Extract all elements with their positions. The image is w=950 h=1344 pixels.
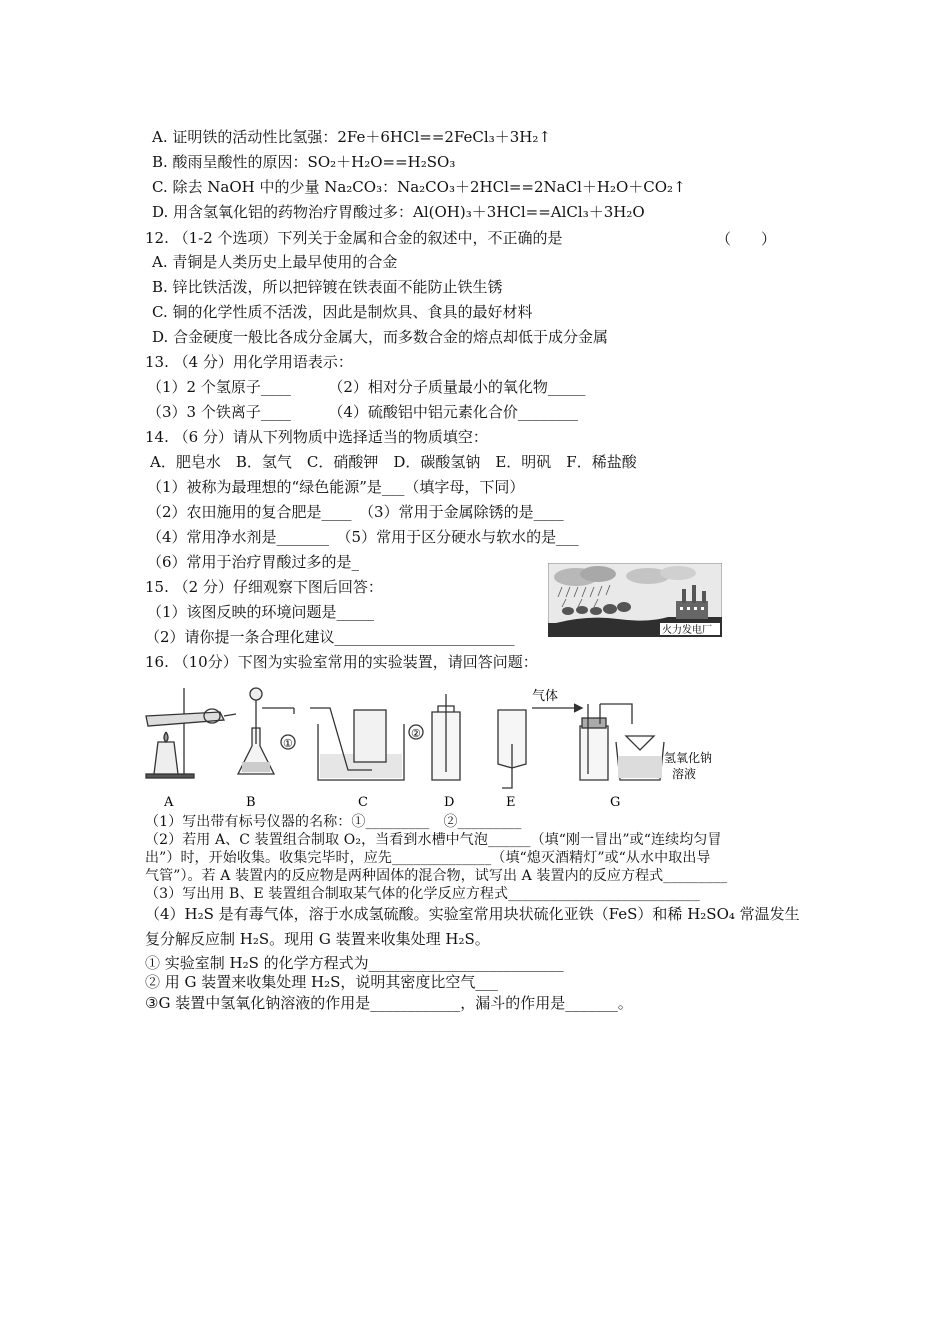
q16-part-4-line-2: 复分解反应制 H₂S。现用 G 装置来收集处理 H₂S。 xyxy=(145,930,490,948)
lab-apparatus-figure xyxy=(142,684,732,812)
q16-sub-2: ② 用 G 装置来收集处理 H₂S，说明其密度比空气___ xyxy=(145,973,498,991)
q13-stem: 13. （4 分）用化学用语表示： xyxy=(145,353,353,371)
label-d: D xyxy=(444,795,455,810)
gas-label: 气体 xyxy=(532,689,559,704)
power-plant-caption: 火力发电厂 xyxy=(662,625,712,636)
naoh-label-line1: 氢氧化钠 xyxy=(664,751,713,765)
q16-part-4-line-1: （4）H₂S 是有毒气体，溶于水成氢硫酸。实验室常用块状硫化亚铁（FeS）和稀 H₂SO₄ 常温发生 xyxy=(145,905,800,923)
q15-row-2: （2）请你提一条合理化建议________________________ xyxy=(145,628,515,646)
q11-option-a: A. 证明铁的活动性比氢强：2Fe＋6HCl==2FeCl₃＋3H₂↑ xyxy=(152,128,551,146)
q11-option-b: B. 酸雨呈酸性的原因：SO₂＋H₂O==H₂SO₃ xyxy=(152,153,456,171)
q12-option-a: A. 青铜是人类历史上最早使用的合金 xyxy=(152,253,398,271)
q15-row-1: （1）该图反映的环境问题是_____ xyxy=(147,603,375,621)
q14-options: A．肥皂水 B．氢气 C．硝酸钾 D．碳酸氢钠 E．明矾 F．稀盐酸 xyxy=(150,453,637,471)
q15-stem: 15. （2 分）仔细观察下图后回答： xyxy=(145,578,383,596)
acid-rain-power-plant-figure xyxy=(548,563,722,637)
q16-part-1: （1）写出带有标号仪器的名称：①_________ ②_________ xyxy=(145,814,522,830)
q12-option-d: D. 合金硬度一般比各成分金属大，而多数合金的熔点却低于成分金属 xyxy=(152,328,609,346)
q14-stem: 14. （6 分）请从下列物质中选择适当的物质填空： xyxy=(145,428,488,446)
q12-option-b: B. 锌比铁活泼，所以把锌镀在铁表面不能防止铁生锈 xyxy=(152,278,503,296)
q13-row-1: （1）2 个氢原子____ （2）相对分子质量最小的氧化物_____ xyxy=(147,378,586,396)
q16-part-3: （3）写出用 B、E 装置组合制取某气体的化学反应方程式___________________________ xyxy=(145,886,700,902)
q16-part-2-line-2: 出”）时，开始收集。收集完毕时，应先______________（填“熄灭酒精灯”或“从水中取出导 xyxy=(145,850,711,866)
naoh-label-line2: 溶液 xyxy=(672,767,697,781)
q16-stem: 16. （10分）下图为实验室常用的实验装置，请回答问题： xyxy=(145,653,538,671)
label-g: G xyxy=(610,795,621,810)
label-b: B xyxy=(246,795,256,810)
q14-row-2: （2）农田施用的复合肥是____ （3）常用于金属除锈的是____ xyxy=(147,503,564,521)
q14-row-4: （6）常用于治疗胃酸过多的是_ xyxy=(147,553,360,571)
q16-sub-3: ③G 装置中氢氧化钠溶液的作用是____________，漏斗的作用是_______。 xyxy=(145,994,633,1012)
q11-option-c: C. 除去 NaOH 中的少量 Na₂CO₃：Na₂CO₃＋2HCl==2NaCl＋H₂O＋CO₂↑ xyxy=(152,178,686,196)
q12-answer-paren: （ ） xyxy=(716,230,777,248)
q16-part-2-line-3: 气管”）。若 A 装置内的反应物是两种固体的混合物，试写出 A 装置内的反应方程式_________ xyxy=(145,868,728,884)
q12-stem: 12. （1-2 个选项）下列关于金属和合金的叙述中，不正确的是 xyxy=(145,229,563,247)
label-e: E xyxy=(506,795,516,810)
label-a: A xyxy=(164,795,174,810)
q14-row-1: （1）被称为最理想的“绿色能源”是___（填字母，下同） xyxy=(147,478,525,496)
q16-sub-1: ① 实验室制 H₂S 的化学方程式为__________________________ xyxy=(145,954,564,972)
q13-row-2: （3）3 个铁离子____ （4）硫酸铝中铝元素化合价________ xyxy=(147,403,578,421)
q11-option-d: D. 用含氢氧化铝的药物治疗胃酸过多：Al(OH)₃＋3HCl==AlCl₃＋3H₂O xyxy=(152,203,645,221)
q16-part-2-line-1: （2）若用 A、C 装置组合制取 O₂，当看到水槽中气泡______（填“刚一冒出”或“连续均匀冒 xyxy=(145,832,722,848)
q12-option-c: C. 铜的化学性质不活泼，因此是制炊具、食具的最好材料 xyxy=(152,303,533,321)
label-c: C xyxy=(358,795,368,810)
marker-2: ② xyxy=(411,727,421,740)
marker-1: ① xyxy=(283,737,293,750)
q14-row-3: （4）常用净水剂是_______ （5）常用于区分硬水与软水的是___ xyxy=(147,528,579,546)
